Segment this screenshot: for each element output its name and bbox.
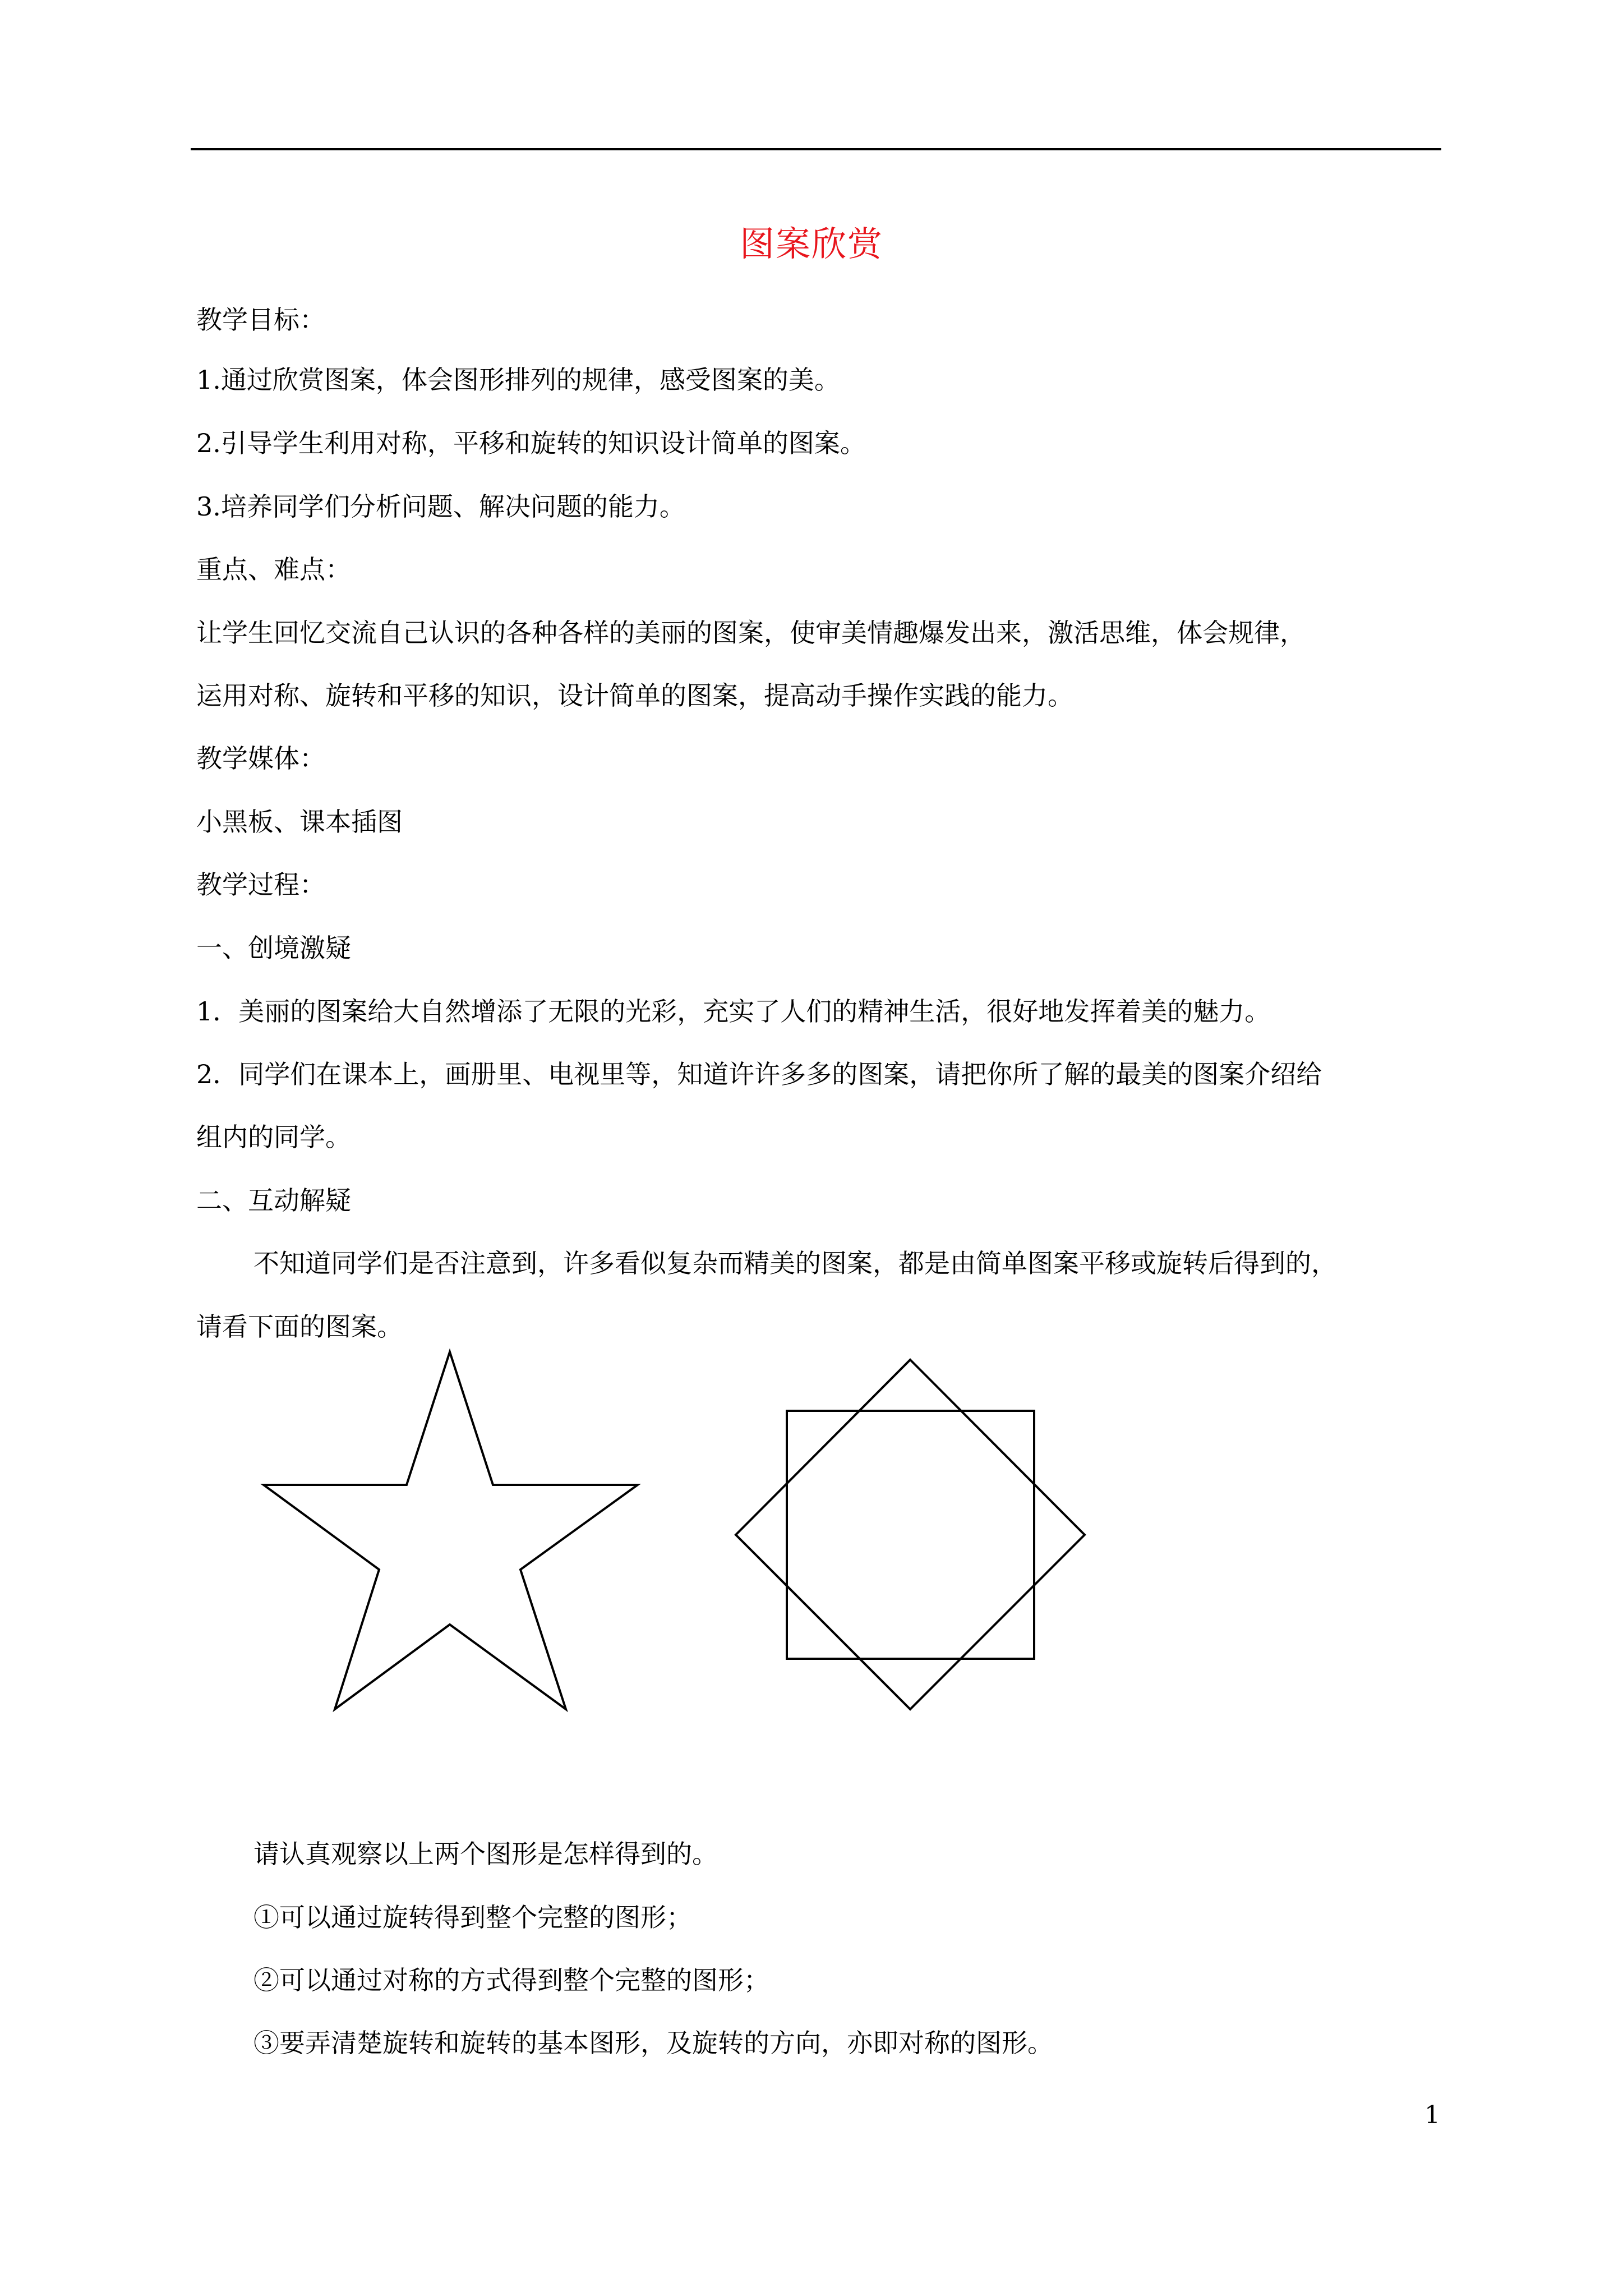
text-line: 让学生回忆交流自己认识的各种各样的美丽的图案，使审美情趣爆发出来，激活思维，体会规律， [196,618,1306,648]
star-figure [264,1352,638,1709]
text-line: 请认真观察以上两个图形是怎样得到的。 [253,1839,718,1869]
text-line: 2．同学们在课本上，画册里、电视里等，知道许许多多的图案，请把你所了解的最美的图案介绍给 [196,1059,1322,1089]
text-line: 二、互动解疑 [196,1185,351,1216]
text-line: 教学目标： [196,305,325,335]
text-line: 一、创境激疑 [196,933,351,963]
text-line: 2.引导学生利用对称，平移和旋转的知识设计简单的图案。 [196,428,866,458]
text-line: ②可以通过对称的方式得到整个完整的图形； [253,1965,769,1995]
text-line: ①可以通过旋转得到整个完整的图形； [253,1902,692,1932]
text-line: 组内的同学。 [196,1122,351,1152]
text-line: ③要弄清楚旋转和旋转的基本图形，及旋转的方向，亦即对称的图形。 [253,2028,1053,2058]
text-line: 1.通过欣赏图案，体会图形排列的规律，感受图案的美。 [196,365,840,395]
text-line: 3.培养同学们分析问题、解决问题的能力。 [196,491,685,522]
page-title: 图案欣赏 [739,223,883,264]
text-line: 教学过程： [196,869,325,900]
rotated-square-figure [736,1360,1085,1709]
text-line: 不知道同学们是否注意到，许多看似复杂而精美的图案，都是由简单图案平移或旋转后得到的， [253,1248,1337,1278]
text-line: 1．美丽的图案给大自然增添了无限的光彩，充实了人们的精神生活，很好地发挥着美的魅力。 [196,996,1271,1027]
text-line: 小黑板、课本插图 [196,807,403,837]
text-line: 运用对称、旋转和平移的知识，设计简单的图案，提高动手操作实践的能力。 [196,680,1073,711]
text-line: 请看下面的图案。 [196,1312,403,1342]
text-line: 教学媒体： [196,743,325,774]
page-number: 1 [1424,2101,1440,2129]
text-line: 重点、难点： [196,554,351,585]
